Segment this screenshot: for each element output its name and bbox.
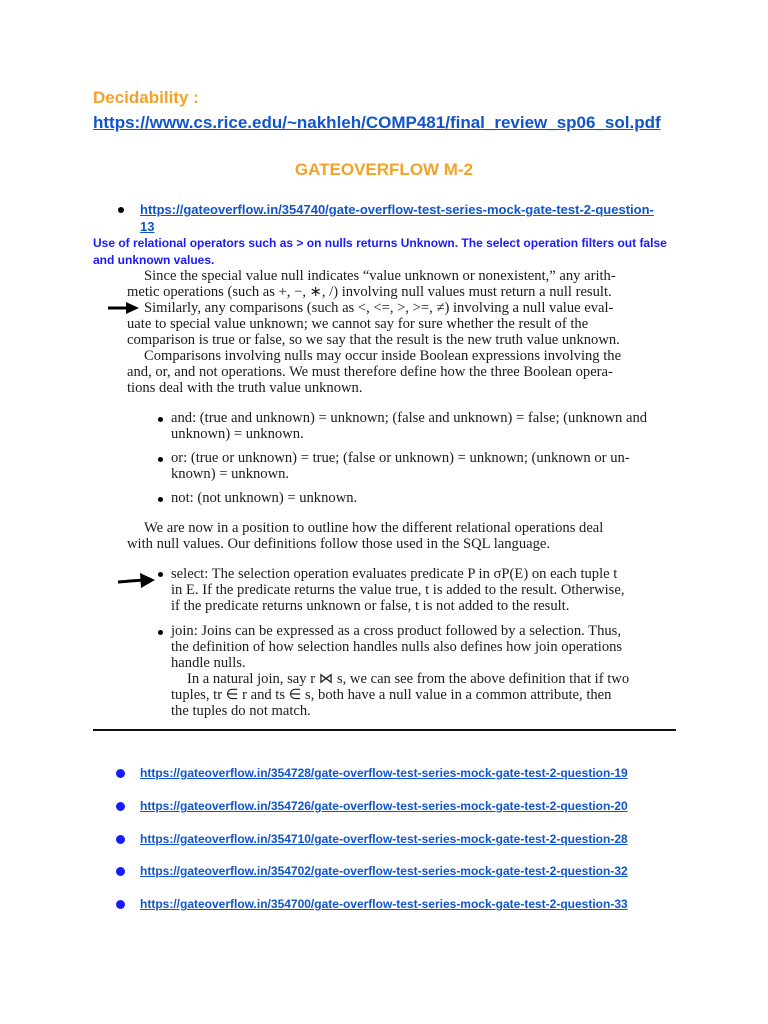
excerpt-line: We are now in a position to outline how the different relational operations deal <box>144 520 604 536</box>
excerpt-line: unknown) = unknown. <box>171 426 304 442</box>
excerpt-line: known) = unknown. <box>171 466 290 482</box>
excerpt-line: metic operations (such as +, −, ∗, /) involving null values must return a null result. <box>127 284 612 300</box>
bullet-icon <box>116 769 125 778</box>
question-20-link[interactable]: https://gateoverflow.in/354726/gate-overflow-test-series-mock-gate-test-2-question-20 <box>140 799 628 813</box>
decidability-label: Decidability : <box>93 88 199 107</box>
note-text: Use of relational operators such as > on nulls returns Unknown. The select operation filters out false and unknown values. <box>93 236 667 267</box>
excerpt-line: not: (not unknown) = unknown. <box>171 490 358 506</box>
bullet-icon <box>116 835 125 844</box>
excerpt-line: with null values. Our definitions follow those used in the SQL language. <box>127 536 551 552</box>
section-title: GATEOVERFLOW M-2 <box>294 160 474 179</box>
bullet-icon <box>116 802 125 811</box>
excerpt-line: or: (true or unknown) = true; (false or unknown) = unknown; (unknown or un- <box>171 450 630 466</box>
bullet-icon <box>116 900 125 909</box>
excerpt-line: Comparisons involving nulls may occur inside Boolean expressions involving the <box>144 348 622 364</box>
excerpt-line: select: The selection operation evaluates predicate P in σP(E) on each tuple t <box>171 566 618 582</box>
bullet-icon <box>158 630 163 635</box>
excerpt-line: In a natural join, say r ⋈ s, we can see from the above definition that if two <box>187 671 630 687</box>
bullet-icon <box>116 867 125 876</box>
bullet-icon <box>158 417 163 422</box>
excerpt-line: tuples, tr ∈ r and ts ∈ s, both have a null value in a common attribute, then <box>171 687 612 703</box>
excerpt-line: tions deal with the truth value unknown. <box>127 380 363 396</box>
bullet-icon <box>158 497 163 502</box>
excerpt-line: Since the special value null indicates “value unknown or nonexistent,” any arith- <box>144 268 616 284</box>
arrow-right-icon <box>118 572 156 590</box>
question-28-link[interactable]: https://gateoverflow.in/354710/gate-overflow-test-series-mock-gate-test-2-question-28 <box>140 832 628 846</box>
excerpt-line: and: (true and unknown) = unknown; (false and unknown) = false; (unknown and <box>171 410 648 426</box>
excerpt-line: and, or, and not operations. We must therefore define how the three Boolean opera- <box>127 364 613 380</box>
arrow-right-icon <box>108 301 140 315</box>
bullet-icon <box>158 572 163 577</box>
excerpt-line: comparison is true or false, so we say that the result is the new truth value unknown. <box>127 332 620 348</box>
question-32-link[interactable]: https://gateoverflow.in/354702/gate-overflow-test-series-mock-gate-test-2-question-32 <box>140 864 628 878</box>
question-19-link[interactable]: https://gateoverflow.in/354728/gate-overflow-test-series-mock-gate-test-2-question-19 <box>140 766 628 780</box>
bullet-icon <box>158 457 163 462</box>
bullet-icon <box>118 207 124 213</box>
excerpt-line: the definition of how selection handles nulls also defines how join operations <box>171 639 623 655</box>
excerpt-line: if the predicate returns unknown or false, t is not added to the result. <box>171 598 570 614</box>
question-33-link[interactable]: https://gateoverflow.in/354700/gate-overflow-test-series-mock-gate-test-2-question-33 <box>140 897 628 911</box>
decidability-link[interactable]: https://www.cs.rice.edu/~nakhleh/COMP481/final_review_sp06_sol.pdf <box>93 113 661 132</box>
divider <box>93 729 676 731</box>
excerpt-line: in E. If the predicate returns the value true, t is added to the result. Otherwise, <box>171 582 625 598</box>
excerpt-line: Similarly, any comparisons (such as <, <=, >, >=, ≠) involving a null value eval- <box>144 300 614 316</box>
question-13-link[interactable]: https://gateoverflow.in/354740/gate-overflow-test-series-mock-gate-test-2-question-13 <box>140 202 654 234</box>
excerpt-line: uate to special value unknown; we cannot say for sure whether the result of the <box>127 316 589 332</box>
book-excerpt <box>96 264 676 724</box>
excerpt-line: handle nulls. <box>171 655 246 671</box>
excerpt-line: the tuples do not match. <box>171 703 311 719</box>
excerpt-line: join: Joins can be expressed as a cross product followed by a selection. Thus, <box>171 623 622 639</box>
